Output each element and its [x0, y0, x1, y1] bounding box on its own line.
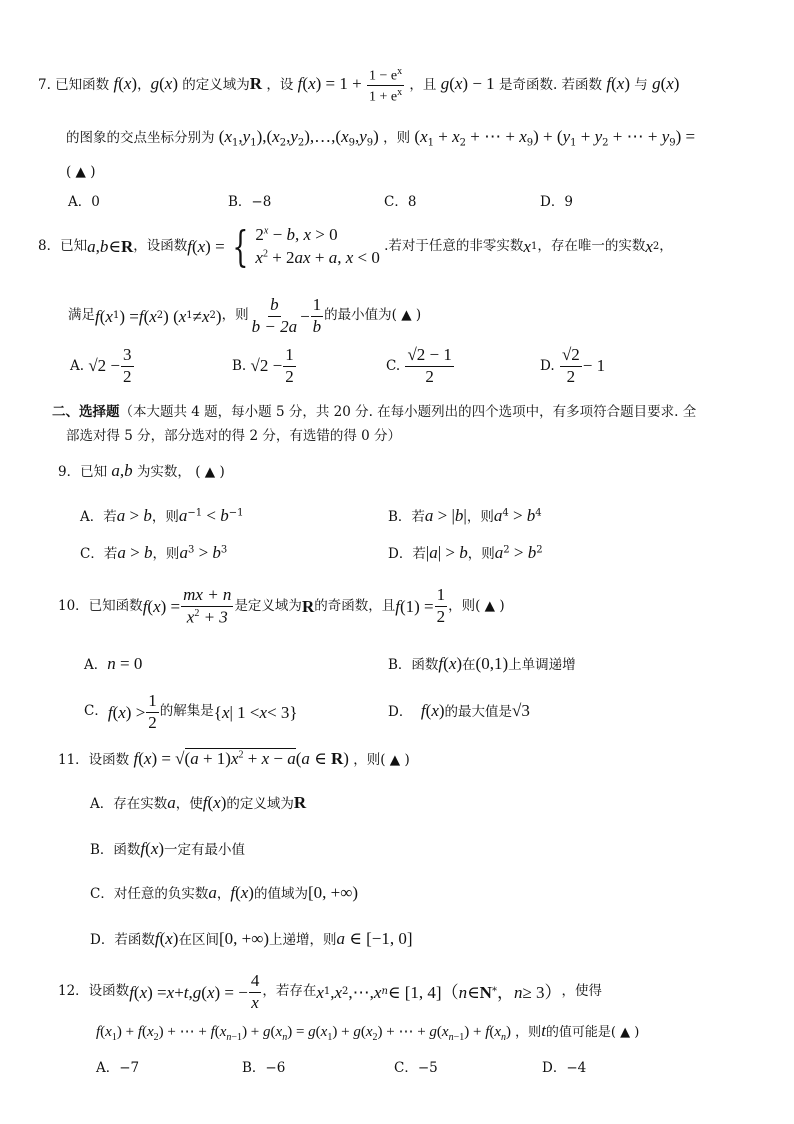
- q12-stem: 12．设函数 f ( x ) = x + t , g ( x ) = − $\frac{4}{x}$ ， 若存在 x 1 , x 2 ,⋯, x n ∈ [1, 4] （ n ∈ N * ， n ≥ 3） ，使得: [58, 971, 603, 1012]
- q11-option-c: C．对任意的负实数a，f(x)的值域为[0, +∞): [90, 883, 358, 902]
- q11-stem: 11．设函数 $f(x) = √(a + 1)x^2 + x - a(a$ ∈ R) ，则( ▲ ): [58, 749, 410, 768]
- q9-option-a: A．若a > b，则$a^{-1} < b^{-1}$: [80, 506, 244, 525]
- q10-option-b: B．函数f(x)在(0,1)上单调递增: [388, 654, 576, 673]
- q7-option-d: D．9: [540, 194, 573, 210]
- q10-option-a: A．n = 0: [84, 654, 143, 673]
- q9-option-b: B．若a > |b|，则$a^4 > b^4$: [388, 506, 542, 525]
- q7-option-c: C．8: [384, 194, 417, 210]
- q8-line1: 8．已知 a , b ∈ R ，设函数 f ( x ) = { $2^x - b$, x > 0 $x^2 + 2ax + a$, x < 0 . 若对于任意的非零实数 x 1 ，存在唯一的实数 x 2 ，: [38, 221, 673, 271]
- brace-glyph: {: [232, 221, 249, 271]
- q12-option-a: A．−7: [96, 1060, 140, 1076]
- q10-option-c: C． f ( x ) > $\frac{1}{2}$ 的解集是 { x | 1 < x < 3}: [84, 691, 298, 732]
- piecewise-cases: $2^x - b$, x > 0 $x^2 + 2ax + a$, x < 0: [255, 225, 380, 267]
- q7-option-a: A．0: [68, 194, 100, 210]
- section2-desc1: （本大题共 4 题，每小题 5 分，共 20 分. 在每小题列出的四个选项中，有多项符合题目要求. 全: [119, 404, 697, 420]
- q7-number: 7. 已知函数: [38, 77, 110, 94]
- section2-title: 二、选择题: [52, 404, 120, 420]
- q12-option-b: B．−6: [242, 1060, 286, 1076]
- section2-desc2: 部选对得 5 分，部分选对的得 2 分，有选错的得 0 分）: [66, 428, 402, 444]
- q12-option-d: D．−4: [542, 1060, 587, 1076]
- q10-option-d: D． f(x)的最大值是√3: [388, 701, 530, 720]
- q9-option-d: D．若|a| > b，则$a^2 > b^2$: [388, 543, 543, 562]
- q8-option-d: D. $\frac{√2}{2}$ − 1: [540, 345, 606, 386]
- q7-answer-mark: ( ▲ ): [66, 164, 96, 180]
- q9-option-c: C．若a > b，则$a^3 > b^3$: [80, 543, 228, 562]
- q8-option-b: B. √2 − $\frac{1}{2}$: [232, 345, 294, 386]
- q8-option-c: C. $\frac{√2 - 1}{2}$: [386, 345, 452, 386]
- q11-option-a: A．存在实数a，使f(x)的定义域为R: [90, 793, 307, 812]
- q10-stem: 10．已知函数 f ( x ) = $\frac{mx + n}{x^2 + 3}$ 是定义域为 R 的奇函数，且 f (1) = $\frac{1}{2}$ ，则( ▲ ): [58, 585, 505, 627]
- q7-line2: 的图象的交点坐标分别为 $(x_1,y_1),(x_2,y_2),\dots,(x_9,y_9)$ ，则 ($x_1 + x_2$ + ⋯ + $x_9) + (y_1 + y_2$ + ⋯ + $y_9$) =: [66, 127, 696, 149]
- q9-stem: 9．已知 a,b 为实数， ( ▲ ): [58, 461, 225, 480]
- q11-option-d: D．若函数f(x)在区间[0, +∞)上递增，则a ∈ [−1, 0]: [90, 929, 413, 948]
- q12-option-c: C．−5: [394, 1060, 438, 1076]
- q11-option-b: B．函数f(x)一定有最小值: [90, 839, 246, 858]
- q8-line2: 满足 f ( x 1 ) = f ( x 2 ) ( x 1 ≠ x 2 ) ，则 $\frac{b}{b - 2a}$ − $\frac{1}{b}$ 的最小值为( ▲ ): [68, 295, 422, 336]
- q12-line2: $f(x_1) + f(x_2)$ + ⋯ + $f(x_{n-1}) + g(x_n) = g(x_1) + g(x_2)$ + ⋯ + $g(x_{n-1}) + f(x_n)$ ，则t的值可能是( ▲ ): [96, 1021, 640, 1043]
- q8-option-a: A. √2 − $\frac{3}{2}$: [70, 345, 132, 386]
- q7-option-b: B．−8: [228, 194, 272, 210]
- q7-line1: 7. 已知函数 f(x)，g(x) 的定义域为R ，设 f(x) = 1 + $\frac{1 - e^x}{1 + e^x}$ ，且 g(x) − 1 是奇函数. 若函数 f(x) 与 g(x): [38, 66, 680, 105]
- section2-heading: [52, 406, 696, 420]
